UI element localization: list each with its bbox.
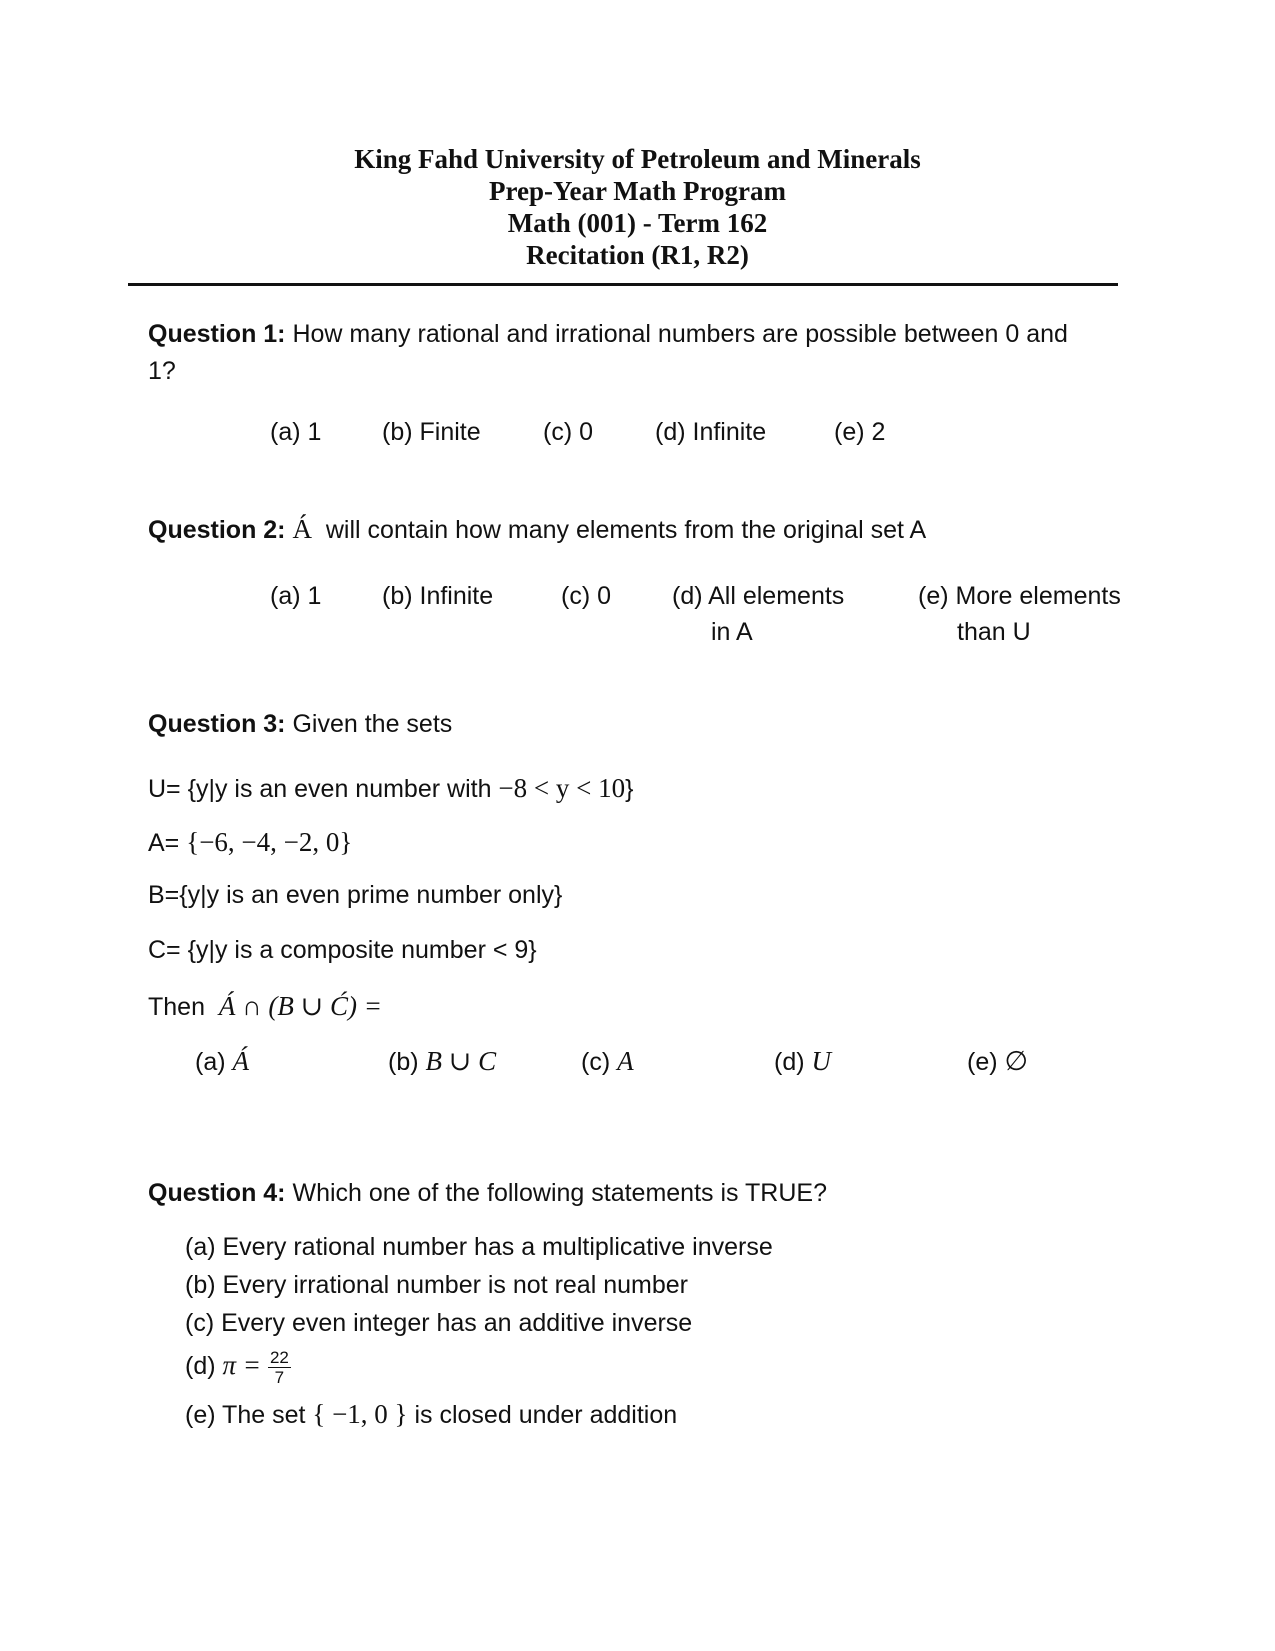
question-1-text: How many rational and irrational numbers are possible between 0 and 1? [148,320,1068,385]
q3-option-d: (d) U [774,1046,831,1076]
question-3-text: Given the sets [292,710,453,738]
then-prefix: Then [148,993,212,1021]
fraction-22-over-7: $\frac{22}{7}$ [269,1347,289,1387]
q4-option-e: (e) The set { −1, 0 } is closed under addition [185,1399,678,1429]
q4-option-b: (b) Every irrational number is not real number [185,1271,688,1299]
q2-option-b: (b) Infinite [382,582,494,610]
set-u-suffix: } [625,775,634,803]
q2-option-a: (a) 1 [270,582,322,610]
q4-option-a: (a) Every rational number has a multiplicative inverse [185,1233,773,1261]
q4-option-d: (d) π = $\frac{22}{7}$ [185,1347,289,1387]
question-4-text: Which one of the following statements is TRUE? [292,1179,827,1207]
question-2-label: Question 2: [148,516,286,544]
q1-option-b: (b) Finite [382,418,481,446]
set-u-prefix: U= {y|y is an even number with [148,775,499,803]
set-a [148,827,352,858]
header-rule [128,283,1118,286]
question-4 [148,1179,827,1208]
question-2-symbol: Á [292,514,312,544]
header-recitation: Recitation (R1, R2) [526,240,749,270]
q3-option-a: (a) Á [195,1046,249,1076]
set-u-math: −8 < y < 10 [498,773,626,803]
q1-option-e: (e) 2 [834,418,886,446]
question-4-label: Question 4: [148,1179,286,1207]
question-3 [148,710,452,739]
header-course: Math (001) - Term 162 [507,208,768,238]
question-1 [148,316,1088,390]
q2-option-e-line2: than U [957,618,1031,646]
q3-option-c: (c) A [581,1046,634,1076]
q1-option-c: (c) 0 [543,418,593,446]
set-a-math: {−6, −4, −2, 0} [186,827,353,857]
question-3-label: Question 3: [148,710,286,738]
set-u [148,773,633,804]
q1-option-a: (a) 1 [270,418,322,446]
q2-option-c: (c) 0 [561,582,611,610]
header-program: Prep-Year Math Program [489,176,786,206]
question-2-text: will contain how many elements from the original set A [325,516,927,544]
then-math: Á ∩ (B ∪ Ć) = [218,991,382,1021]
set-c: C= {y|y is a composite number < 9} [148,936,537,964]
q3-option-b: (b) B ∪ C [388,1046,497,1076]
q2-option-e-line1: (e) More elements [918,582,1121,610]
q2-option-d-line2: in A [711,618,753,646]
question-1-label: Question 1: [148,320,286,348]
set-a-prefix: A= [148,829,187,857]
q2-option-d-line1: (d) All elements [672,582,845,610]
header-university: King Fahd University of Petroleum and Minerals [354,144,921,174]
set-expression [148,991,382,1022]
q1-option-d: (d) Infinite [655,418,767,446]
q4-option-c: (c) Every even integer has an additive inverse [185,1309,693,1337]
set-b: B={y|y is an even prime number only} [148,881,563,909]
question-2 [148,514,926,545]
q3-option-e: (e) ∅ [967,1046,1029,1076]
